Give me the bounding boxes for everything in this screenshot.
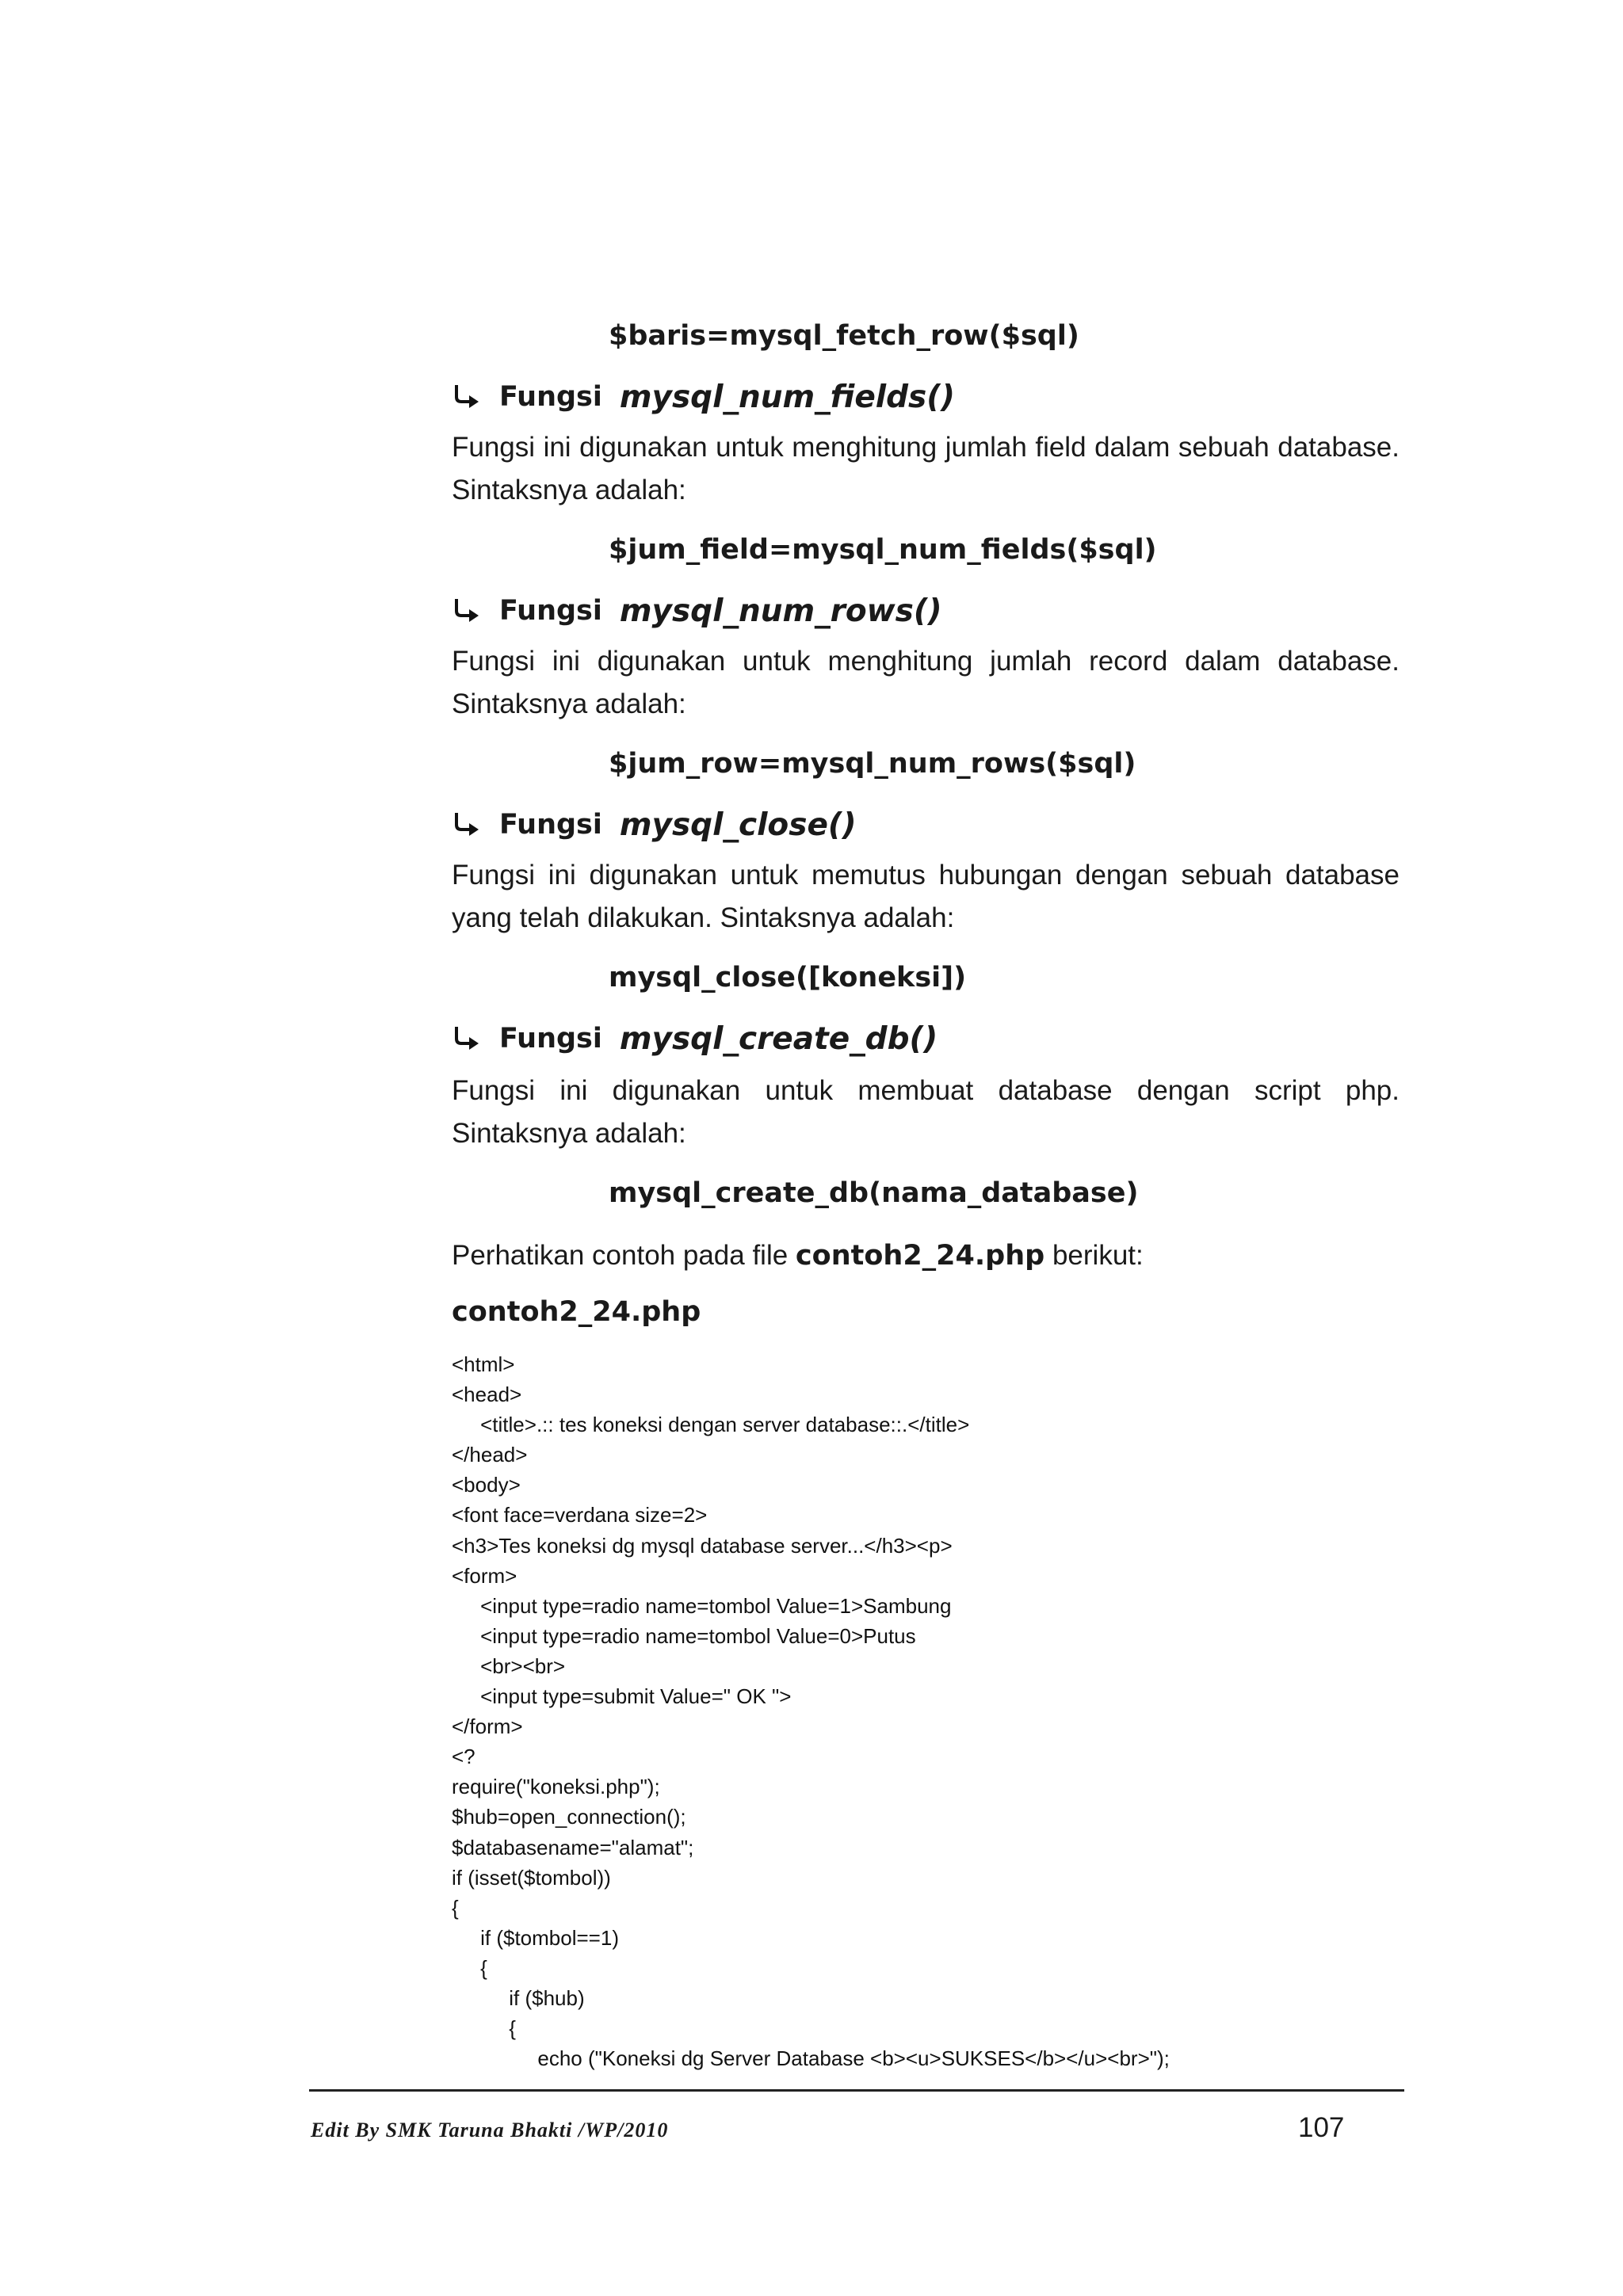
example-intro-before: Perhatikan contoh pada file [452,1240,789,1271]
code-title: contoh2_24.php [452,1296,701,1328]
code-line: <html> [452,1352,515,1376]
heading-create-db [452,1019,938,1058]
heading-num-fields [452,377,955,417]
footer-divider [309,2089,1404,2092]
code-listing [452,1349,1170,2073]
code-line: <font face=verdana size=2> [452,1503,708,1527]
code-line: echo ("Koneksi dg Server Database <b><u>SUKSES</b></u><br>"); [452,2046,1170,2071]
code-line: $hub=open_connection(); [452,1805,686,1829]
heading-function-name: mysql_create_db() [619,1020,938,1057]
heading-keyword: Fungsi [499,381,602,413]
example-intro [452,1234,1144,1277]
code-line: if (isset($tombol)) [452,1865,611,1890]
code-line: </form> [452,1714,523,1739]
description-num-rows: Fungsi ini digunakan untuk menghitung jumlah record dalam database. Sintaksnya adalah: [452,646,1400,719]
code-line: <h3>Tes koneksi dg mysql database server...</h3><p> [452,1533,953,1558]
heading-keyword: Fungsi [499,1023,602,1055]
code-line: <input type=radio name=tombol Value=0>Putus [452,1623,916,1648]
heading-function-name: mysql_num_fields() [619,379,955,415]
code-line: { [452,2016,516,2041]
footer-credit: Edit By SMK Taruna Bhakti /WP/2010 [311,2119,669,2142]
example-intro-filename: contoh2_24.php [795,1240,1045,1272]
hook-arrow-icon [452,809,483,841]
page-number: 107 [1298,2112,1345,2143]
code-line: if ($tombol==1) [452,1925,619,1950]
description-create-db: Fungsi ini digunakan untuk membuat database dengan script php. Sintaksnya adalah: [452,1075,1400,1149]
code-line: if ($hub) [452,1985,585,2010]
heading-close [452,805,857,845]
code-line: <title>.:: tes koneksi dengan server database::.</title> [452,1413,970,1437]
code-line: require("koneksi.php"); [452,1775,660,1799]
description-num-fields: Fungsi ini digunakan untuk menghitung jumlah field dalam sebuah database. Sintaksnya adalah: [452,432,1400,505]
syntax-create-db: mysql_create_db(nama_database) [609,1177,1139,1209]
heading-function-name: mysql_num_rows() [619,593,942,629]
syntax-fetch-row: $baris=mysql_fetch_row($sql) [609,320,1079,352]
code-line: <form> [452,1563,517,1588]
code-line: <head> [452,1383,522,1407]
syntax-num-rows: $jum_row=mysql_num_rows($sql) [609,748,1136,780]
syntax-close: mysql_close([koneksi]) [609,962,967,994]
code-line: <br><br> [452,1653,566,1678]
heading-function-name: mysql_close() [619,807,857,843]
code-line: </head> [452,1443,528,1467]
code-line: { [452,1895,459,1920]
heading-keyword: Fungsi [499,809,602,841]
description-close: Fungsi ini digunakan untuk memutus hubungan dengan sebuah database yang telah dilakukan. Sintaksnya adalah: [452,860,1400,933]
heading-keyword: Fungsi [499,595,602,627]
code-line: <body> [452,1473,521,1497]
code-line: <? [452,1745,475,1769]
code-line: $databasename="alamat"; [452,1835,694,1859]
hook-arrow-icon [452,381,483,413]
hook-arrow-icon [452,1023,483,1055]
hook-arrow-icon [452,595,483,627]
example-intro-after: berikut: [1052,1240,1144,1271]
heading-num-rows [452,591,942,631]
code-line: <input type=radio name=tombol Value=1>Sambung [452,1593,952,1618]
code-line: { [452,1955,487,1980]
code-line: <input type=submit Value=" OK "> [452,1684,792,1709]
syntax-num-fields: $jum_field=mysql_num_fields($sql) [609,534,1157,566]
